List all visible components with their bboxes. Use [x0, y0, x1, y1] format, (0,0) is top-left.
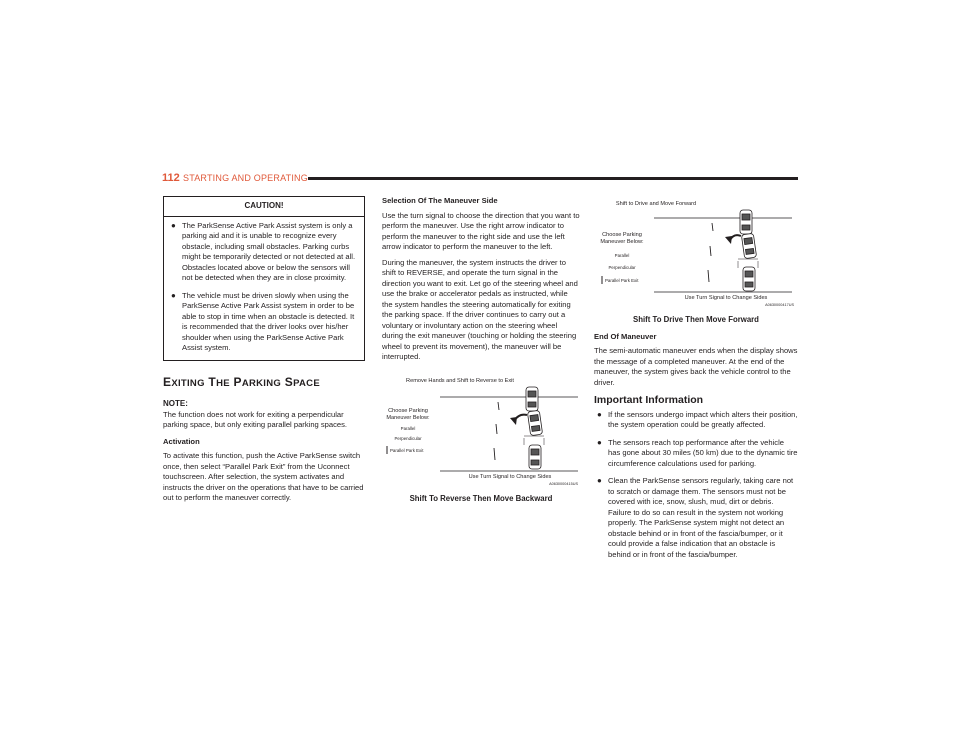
- bullet-icon: ●: [597, 437, 602, 447]
- figure-reverse: [382, 375, 580, 491]
- page-header: [162, 172, 798, 186]
- option-parallel: Parallel: [614, 253, 630, 258]
- figure-top-label: Shift to Drive and Move Forward: [615, 201, 697, 207]
- vehicle-icon: [741, 233, 756, 258]
- caution-box: [163, 196, 365, 361]
- note-label: NOTE:: [163, 399, 188, 408]
- bullet-icon: ●: [597, 409, 602, 419]
- menu-title-2: Maneuver Below:: [386, 414, 430, 421]
- figure-code: A0630000417US: [765, 303, 794, 307]
- important-item: ● If the sensors undergo impact which alters their position, the system operation could be greatly affected.: [597, 409, 798, 429]
- option-perpendicular: Perpendicular: [394, 435, 422, 441]
- figure-code: A0630000415US: [549, 481, 578, 486]
- figure-drive: [594, 196, 792, 312]
- column-middle: [382, 196, 580, 510]
- caution-title: CAUTION!: [164, 197, 364, 217]
- activation-text: To activate this function, push the Active ParkSense switch once, then select “Parallel Park Exit” from the Uconnect touchscreen. After selection, the system activates and instructs the driver on the operations that have to be carried out to perform the maneuver correctly.: [163, 451, 364, 502]
- option-perpendicular: Perpendicular: [608, 265, 636, 270]
- activation-heading: Activation: [163, 436, 200, 446]
- column-right: [594, 196, 798, 567]
- figure-caption: Shift To Drive Then Move Forward: [633, 315, 759, 324]
- important-heading: Important Information: [594, 394, 704, 406]
- page-number: 112: [162, 172, 180, 184]
- column-left: [163, 196, 366, 509]
- header-rule: [308, 177, 798, 180]
- vehicle-icon: [527, 410, 542, 435]
- option-parallel: Parallel: [400, 425, 416, 431]
- option-exit: Parallel Park Exit: [390, 447, 424, 453]
- option-exit: Parallel Park Exit: [605, 278, 639, 283]
- vehicle-icon: [743, 267, 755, 291]
- figure-bottom-label: Use Turn Signal to Change Sides: [684, 295, 768, 301]
- selection-text-1: Use the turn signal to choose the direction that you want to perform the maneuver. Use the right arrow indicator to perform the maneuver to the right side and use the left arrow indicator to perform the maneuver to the left.: [382, 210, 580, 251]
- caution-item: ● The ParkSense Active Park Assist system is only a parking aid and it is unable to recognize every obstacle, including small obstacles. Parking curbs might be temporarily detected or not detected at all. Obstacles located above or below the sensors will not be detected when they are in close proximity.: [171, 220, 356, 282]
- figure-top-label: Remove Hands and Shift to Reverse to Exit: [406, 377, 514, 384]
- vehicle-icon: [526, 387, 538, 411]
- menu-title-1: Choose Parking: [602, 232, 642, 238]
- bullet-icon: ●: [171, 290, 176, 300]
- section-title: STARTING AND OPERATING: [183, 173, 308, 183]
- vehicle-icon: [529, 445, 541, 469]
- important-item: ● Clean the ParkSense sensors regularly, taking care not to scratch or damage them. The sensors must not be covered with ice, snow, slush, mud, dirt or debris. Failure to do so can result in the system not working properly. The ParkSense system might not detect an obstacle behind or in front of the fascia/bumper, or it could provide a false indication that an obstacle is behind or in front of the fascia/bumper.: [597, 476, 794, 559]
- bullet-icon: ●: [171, 220, 176, 230]
- caution-item: ● The vehicle must be driven slowly when using the ParkSense Active Park Assist system in order to be able to stop in time when an obstacle is detected. It is recommended that the driver looks over his/her shoulder when using the ParkSense Active Park Assist system.: [171, 290, 355, 352]
- menu-title-2: Maneuver Below:: [600, 239, 644, 245]
- bullet-icon: ●: [597, 476, 602, 485]
- menu-title-1: Choose Parking: [388, 407, 428, 414]
- exiting-heading: EXITING THE PARKING SPACE: [163, 374, 320, 389]
- end-heading: End Of Maneuver: [594, 331, 657, 341]
- figure-bottom-label: Use Turn Signal to Change Sides: [468, 473, 552, 480]
- selection-text-2: During the maneuver, the system instructs the driver to shift to REVERSE, and operate the turn signal in the direction you want to exit. Let go of the steering wheel and use the brake or accelerator pedals as instructed, while the system handles the steering automatically for exiting the parking space. If the driver continues to carry out a voluntary or involuntary action on the steering wheel during the exit maneuver (touching or holding the steering wheel to prevent its movement), the maneuver will be interrupted.: [382, 257, 578, 361]
- important-item: ● The sensors reach top performance after the vehicle has gone about 30 miles (50 km) due to the dynamic tire circumference calculations used for parking.: [597, 437, 798, 468]
- vehicle-icon: [740, 210, 752, 234]
- end-text: The semi-automatic maneuver ends when the display shows the message of a completed maneuver. At the end of the maneuver, the system gives back the vehicle control to the driver.: [594, 346, 798, 387]
- selection-heading: Selection Of The Maneuver Side: [382, 196, 498, 205]
- note-text: The function does not work for exiting a perpendicular parking space, but only exiting parallel parking spaces.: [163, 409, 348, 429]
- figure-caption: Shift To Reverse Then Move Backward: [409, 493, 553, 503]
